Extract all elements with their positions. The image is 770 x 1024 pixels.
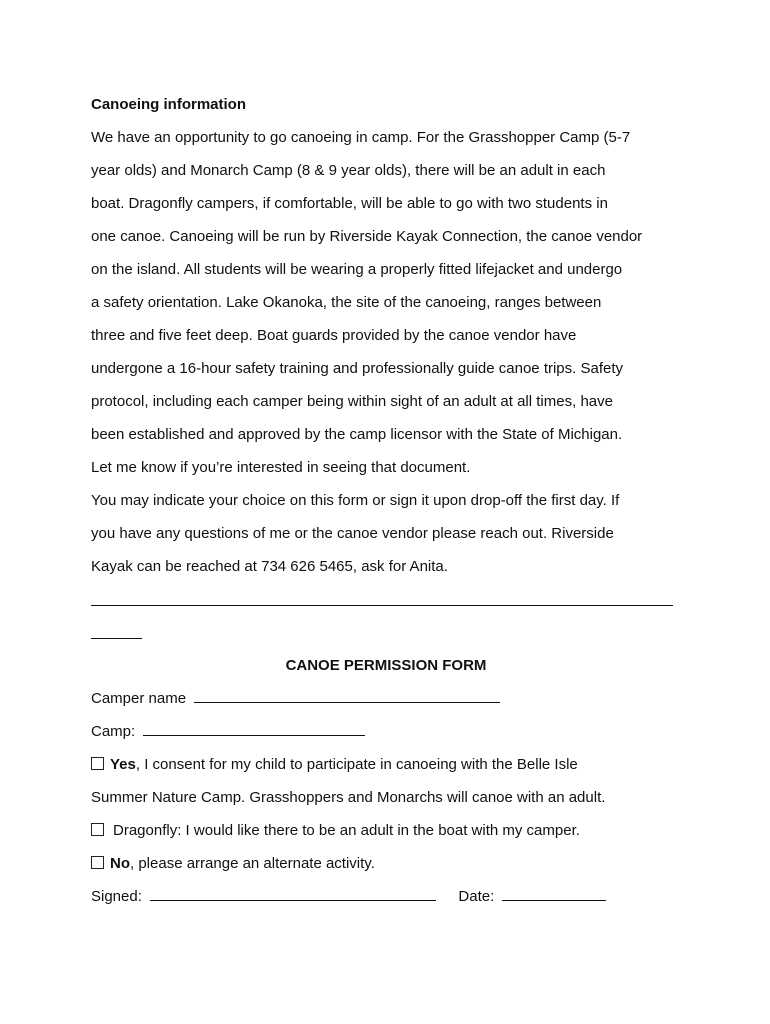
no-option-row bbox=[91, 853, 691, 886]
cut-line bbox=[91, 589, 691, 622]
cut-line-continuation bbox=[91, 622, 691, 655]
paragraph-line: been established and approved by the camp licensor with the State of Michigan. bbox=[91, 426, 623, 443]
camp-field[interactable] bbox=[143, 721, 365, 736]
camp-row bbox=[91, 721, 691, 754]
paragraph-line: protocol, including each camper being within sight of an adult at all times, have bbox=[91, 393, 613, 410]
yes-checkbox[interactable] bbox=[91, 757, 104, 770]
signature-field[interactable] bbox=[150, 886, 436, 901]
paragraph-line: a safety orientation. Lake Okanoka, the site of the canoeing, ranges between bbox=[91, 294, 602, 311]
cut-line-rule-short bbox=[91, 622, 142, 639]
paragraph-line: year olds) and Monarch Camp (8 & 9 year olds), there will be an adult in each bbox=[91, 162, 606, 179]
paragraph-line: you have any questions of me or the canoe vendor please reach out. Riverside bbox=[91, 525, 614, 542]
info-heading: Canoeing information bbox=[91, 96, 246, 113]
camper-name-label: Camper name bbox=[91, 690, 187, 707]
paragraph-line: undergone a 16-hour safety training and professionally guide canoe trips. Safety bbox=[91, 360, 624, 377]
signed-label: Signed: bbox=[91, 888, 142, 905]
date-label: Date: bbox=[458, 888, 495, 905]
paragraph-line: on the island. All students will be wearing a properly fitted lifejacket and undergo bbox=[91, 261, 623, 278]
no-option-text: , please arrange an alternate activity. bbox=[130, 855, 375, 872]
camper-name-row bbox=[91, 688, 691, 721]
dragonfly-checkbox[interactable] bbox=[91, 823, 104, 836]
dragonfly-option-row bbox=[91, 820, 691, 853]
info-paragraph bbox=[91, 127, 691, 589]
paragraph-line: boat. Dragonfly campers, if comfortable, will be able to go with two students in bbox=[91, 195, 608, 212]
form-title: CANOE PERMISSION FORM bbox=[285, 657, 487, 674]
camper-name-field[interactable] bbox=[194, 688, 500, 703]
paragraph-line: You may indicate your choice on this form or sign it upon drop-off the first day. If bbox=[91, 492, 620, 509]
yes-option-continuation: Summer Nature Camp. Grasshoppers and Monarchs will canoe with an adult. bbox=[91, 789, 606, 806]
document-page bbox=[91, 94, 691, 919]
yes-option-text: , I consent for my child to participate in canoeing with the Belle Isle bbox=[135, 756, 578, 773]
camp-label: Camp: bbox=[91, 723, 136, 740]
dragonfly-option-text: Dragonfly: I would like there to be an adult in the boat with my camper. bbox=[113, 822, 580, 839]
paragraph-line: We have an opportunity to go canoeing in camp. For the Grasshopper Camp (5-7 bbox=[91, 129, 631, 146]
yes-option-row bbox=[91, 754, 691, 787]
signature-row bbox=[91, 886, 691, 919]
cut-line-rule bbox=[91, 589, 673, 606]
no-checkbox[interactable] bbox=[91, 856, 104, 869]
paragraph-line: Kayak can be reached at 734 626 5465, ask for Anita. bbox=[91, 558, 448, 575]
paragraph-line: three and five feet deep. Boat guards provided by the canoe vendor have bbox=[91, 327, 577, 344]
no-option-label: No bbox=[110, 855, 130, 872]
paragraph-line: Let me know if you’re interested in seeing that document. bbox=[91, 459, 471, 476]
yes-option-label: Yes bbox=[110, 756, 136, 773]
paragraph-line: one canoe. Canoeing will be run by Riverside Kayak Connection, the canoe vendor bbox=[91, 228, 643, 245]
date-field[interactable] bbox=[502, 886, 606, 901]
